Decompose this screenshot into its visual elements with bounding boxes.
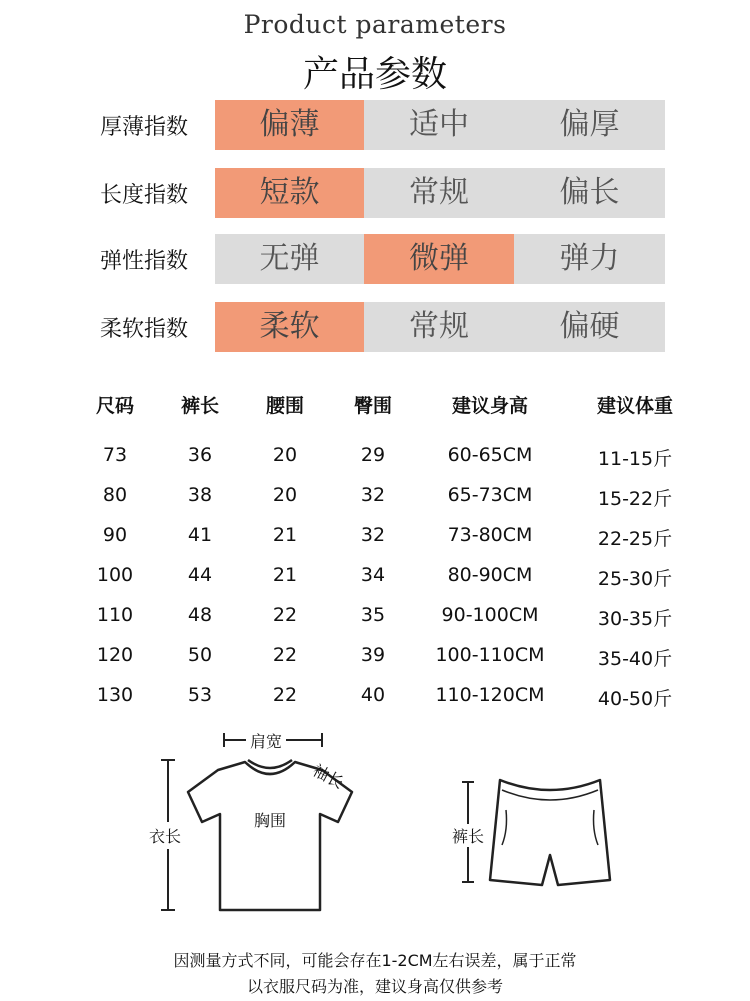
attribute-row-elasticity xyxy=(0,234,750,284)
label-shoulder: 肩宽 xyxy=(246,729,286,752)
cell-waist: 22 xyxy=(272,684,298,706)
attribute-scale xyxy=(215,100,665,150)
scale-option: 偏硬 xyxy=(559,309,620,344)
table-row xyxy=(0,524,750,554)
shorts-outline xyxy=(490,780,610,885)
cell-height: 65-73CM xyxy=(447,484,533,506)
attribute-row-softness xyxy=(0,302,750,352)
scale-option: 柔软 xyxy=(215,302,364,352)
cell-hip: 32 xyxy=(360,524,386,546)
cell-waist: 21 xyxy=(272,524,298,546)
attribute-label: 长度指数 xyxy=(100,183,189,208)
cell-size: 100 xyxy=(96,564,134,586)
shorts-pocket-right xyxy=(594,810,599,845)
header-waist: 腰围 xyxy=(265,395,304,417)
cell-height: 73-80CM xyxy=(447,524,533,546)
scale-option: 适中 xyxy=(409,107,469,142)
cell-pants-length: 36 xyxy=(187,444,213,466)
attribute-label: 柔软指数 xyxy=(100,317,189,342)
attribute-label: 厚薄指数 xyxy=(100,115,189,140)
cell-pants-length: 41 xyxy=(187,524,213,546)
cell-pants-length: 48 xyxy=(187,604,213,626)
cell-hip: 34 xyxy=(360,564,386,586)
cell-hip: 39 xyxy=(360,644,386,666)
cell-height: 80-90CM xyxy=(447,564,533,586)
cell-waist: 22 xyxy=(272,644,298,666)
cell-weight: 40-50斤 xyxy=(597,688,673,710)
cell-size: 110 xyxy=(96,604,134,626)
scale-option: 常规 xyxy=(409,175,469,210)
attribute-label: 弹性指数 xyxy=(100,249,189,274)
table-row xyxy=(0,684,750,714)
cell-pants-length: 50 xyxy=(187,644,213,666)
label-sleeve: 袖长 xyxy=(309,760,347,793)
cell-weight: 15-22斤 xyxy=(597,488,673,510)
scale-option: 常规 xyxy=(409,309,469,344)
title-english: Product parameters xyxy=(243,10,507,39)
cell-hip: 35 xyxy=(360,604,386,626)
cell-hip: 40 xyxy=(360,684,386,706)
header-hip: 臀围 xyxy=(353,395,392,417)
title-chinese: 产品参数 xyxy=(302,54,447,95)
size-table-header xyxy=(0,391,750,421)
cell-size: 130 xyxy=(96,684,134,706)
scale-option: 无弹 xyxy=(259,241,320,276)
cell-weight: 22-25斤 xyxy=(597,528,673,550)
cell-height: 110-120CM xyxy=(435,684,545,706)
cell-size: 80 xyxy=(102,484,128,506)
attribute-row-length xyxy=(0,168,750,218)
cell-pants-length: 44 xyxy=(187,564,213,586)
header-height: 建议身高 xyxy=(451,395,528,417)
scale-option: 偏长 xyxy=(559,175,620,210)
cell-pants-length: 53 xyxy=(187,684,213,706)
cell-hip: 29 xyxy=(360,444,386,466)
label-body-length: 衣长 xyxy=(149,822,181,849)
attribute-scale xyxy=(215,302,665,352)
header-pants-length: 裤长 xyxy=(180,395,219,417)
table-row xyxy=(0,604,750,634)
table-row xyxy=(0,444,750,474)
cell-hip: 32 xyxy=(360,484,386,506)
tshirt-collar xyxy=(248,760,292,768)
table-row xyxy=(0,484,750,514)
attribute-scale xyxy=(215,168,665,218)
cell-waist: 21 xyxy=(272,564,298,586)
cell-weight: 11-15斤 xyxy=(597,448,673,470)
attribute-row-thickness xyxy=(0,100,750,150)
scale-option: 弹力 xyxy=(559,241,620,276)
note-line-2: 以衣服尺码为准，建议身高仅供参考 xyxy=(246,977,503,996)
cell-waist: 22 xyxy=(272,604,298,626)
scale-option: 短款 xyxy=(215,168,364,218)
table-row xyxy=(0,564,750,594)
table-row xyxy=(0,644,750,674)
shorts-pocket-left xyxy=(502,810,507,845)
shorts-waistband xyxy=(502,790,598,800)
scale-option: 偏薄 xyxy=(215,100,364,150)
note-line-1: 因测量方式不同，可能会存在1-2CM左右误差，属于正常 xyxy=(173,951,577,970)
cell-size: 90 xyxy=(102,524,128,546)
cell-waist: 20 xyxy=(272,444,298,466)
cell-height: 60-65CM xyxy=(447,444,533,466)
header-size: 尺码 xyxy=(95,395,134,417)
scale-option: 偏厚 xyxy=(559,107,620,142)
label-pants-length: 裤长 xyxy=(452,824,484,847)
cell-height: 100-110CM xyxy=(435,644,545,666)
cell-size: 120 xyxy=(96,644,134,666)
cell-waist: 20 xyxy=(272,484,298,506)
scale-option: 微弹 xyxy=(364,234,514,284)
cell-weight: 30-35斤 xyxy=(597,608,673,630)
attribute-scale xyxy=(215,234,665,284)
cell-weight: 35-40斤 xyxy=(597,648,673,670)
label-chest: 胸围 xyxy=(254,811,287,830)
cell-size: 73 xyxy=(102,444,128,466)
cell-height: 90-100CM xyxy=(441,604,539,626)
cell-pants-length: 38 xyxy=(187,484,213,506)
header-weight: 建议体重 xyxy=(596,395,673,417)
cell-weight: 25-30斤 xyxy=(597,568,673,590)
